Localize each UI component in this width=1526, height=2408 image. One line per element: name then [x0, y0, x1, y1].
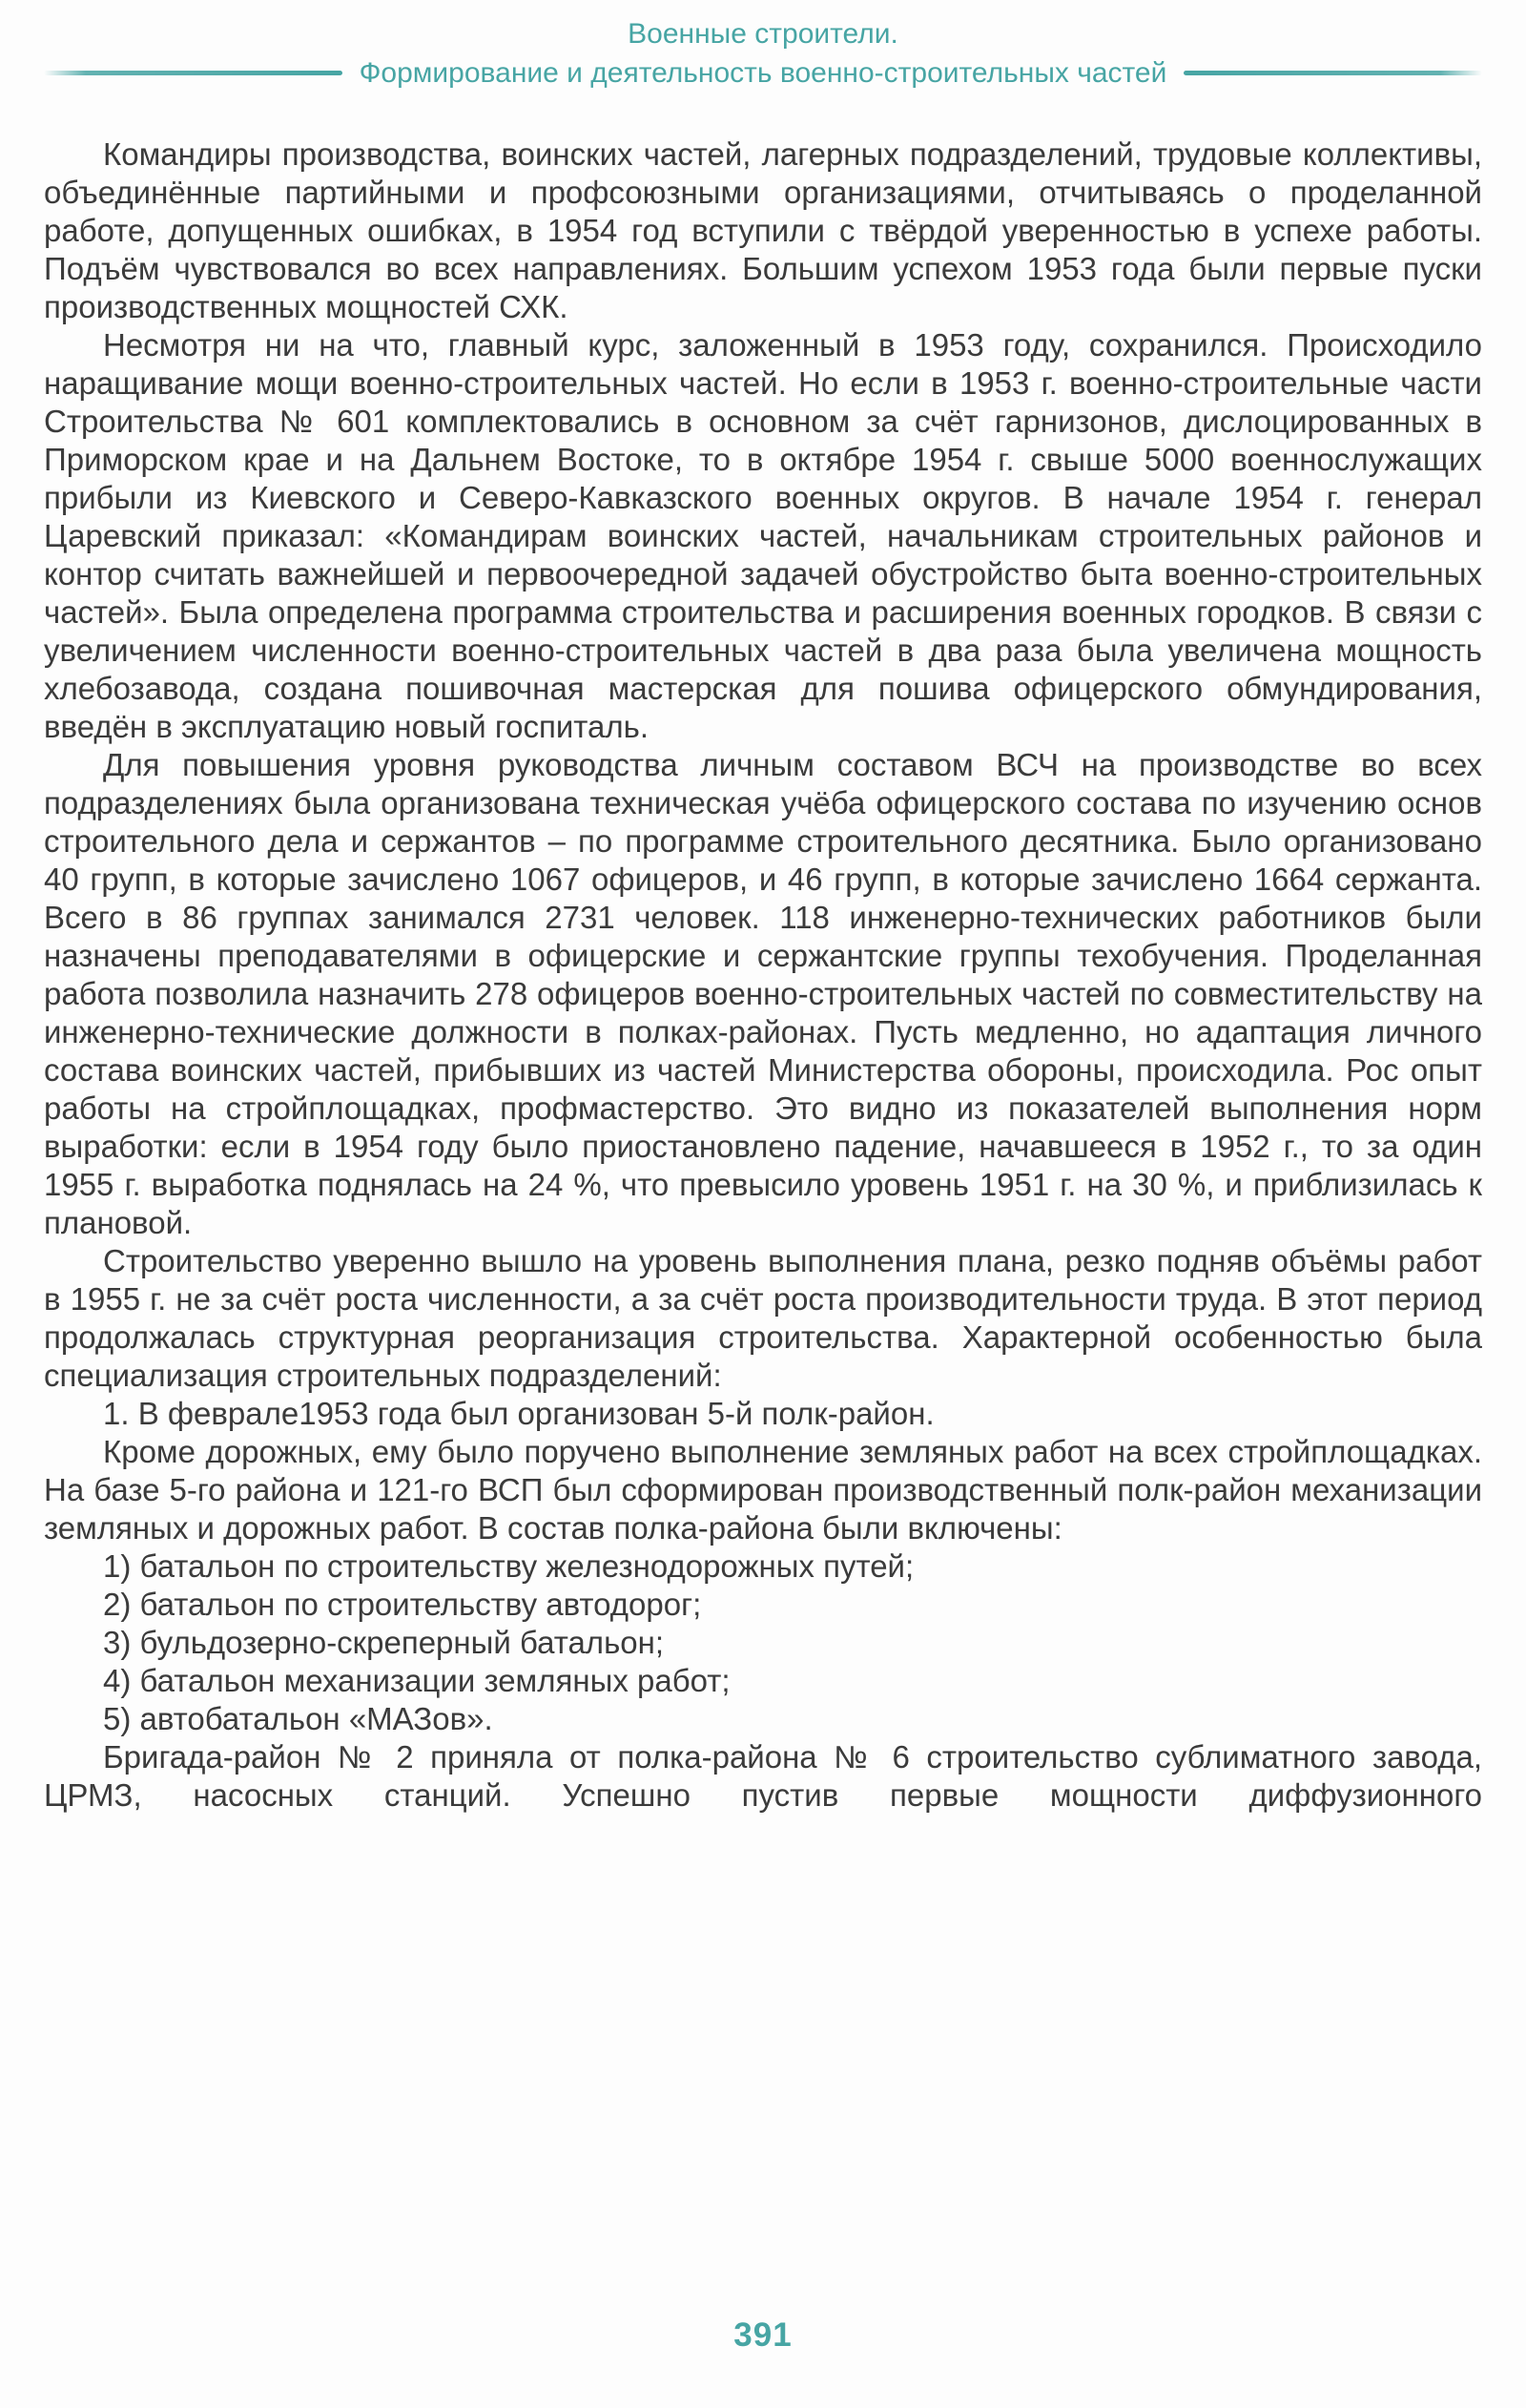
paragraph: Кроме дорожных, ему было поручено выполнение земляных работ на всех стройплощадках. На базе 5-го района и 121-го ВСП был сформирован производственный полк-район механизации земляных и дорожных работ. В состав полка-района были включены:: [44, 1434, 1482, 1546]
header-rule-left: [44, 71, 342, 75]
list-item: 3) бульдозерно-скреперный батальон;: [103, 1625, 665, 1660]
list-item: 2) батальон по строительству автодорог;: [103, 1587, 702, 1622]
paragraph: Бригада-район № 2 приняла от полка-района № 6 строительство сублиматного завода, ЦРМЗ, насосных станций. Успешно пустив первые мощности диффузионного: [44, 1739, 1482, 1813]
numbered-item: 1. В феврале1953 года был организован 5-й полк-район.: [103, 1396, 935, 1431]
page-footer: [44, 2316, 1482, 2408]
header-rule-right: [1184, 71, 1482, 75]
paragraph: Для повышения уровня руководства личным составом ВСЧ на производстве во всех подразделениях была организована техническая учёба офицерского состава по изучению основ строительного дела и сержантов – по программе строительного десятника. Было организовано 40 групп, в которые зачислено 1067 офицеров, и 46 групп, в которые зачислено 1664 сержанта. Всего в 86 группах занимался 2731 человек. 118 инженерно-технических работников были назначены преподавателями в офицерские и сержантские группы техобучения. Проделанная работа позволила назначить 278 офицеров военно-строительных частей по совместительству на инженерно-технические должности в полках-районах. Пусть медленно, но адаптация личного состава воинских частей, прибывших из частей Министерства обороны, происходила. Рос опыт работы на стройплощадках, профмастерство. Это видно из показателей выполнения норм выработки: если в 1954 году было приостановлено падение, начавшееся в 1952 г., то за один 1955 г. выработка поднялась на 24 %, что превысило уровень 1951 г. на 30 %, и приблизилась к плановой.: [44, 747, 1482, 1240]
list-item: 4) батальон механизации земляных работ;: [103, 1663, 731, 1698]
page-number: 391: [733, 2316, 793, 2354]
paragraph: Строительство уверенно вышло на уровень выполнения плана, резко подняв объёмы работ в 1955 г. не за счёт роста численности, а за счёт роста производительности труда. В этот период продолжалась структурная реорганизация строительства. Характерной особенностью была специализация строительных подразделений:: [44, 1243, 1482, 1393]
list-item: 5) автобатальон «МАЗов».: [103, 1701, 493, 1736]
book-title: Военные строители.: [628, 18, 898, 50]
paragraph: Командиры производства, воинских частей, лагерных подразделений, трудовые коллективы, объединённые партийными и профсоюзными организациями, отчитываясь о проделанной работе, допущенных ошибках, в 1954 год вступили с твёрдой уверенностью в успехе работы. Подъём чувствовался во всех направлениях. Большим успехом 1953 года были первые пуски производственных мощностей СХК.: [44, 136, 1482, 324]
chapter-title-row: [44, 54, 1482, 92]
paragraph: Несмотря ни на что, главный курс, заложенный в 1953 году, сохранился. Происходило наращивание мощи военно-строительных частей. Но если в 1953 г. военно-строительные части Строительства № 601 комплектовались в основном за счёт гарнизонов, дислоцированных в Приморском крае и на Дальнем Востоке, то в октябре 1954 г. свыше 5000 военнослужащих прибыли из Киевского и Северо-Кавказского военных округов. В начале 1954 г. генерал Царевский приказал: «Командирам воинских частей, начальникам строительных районов и контор считать важнейшей и первоочередной задачей обустройство быта военно-строительных частей». Была определена программа строительства и расширения военных городков. В связи с увеличением численности военно-строительных частей в два раза была увеличена мощность хлебозавода, создана пошивочная мастерская для пошива офицерского обмундирования, введён в эксплуатацию новый госпиталь.: [44, 327, 1482, 744]
list-item: 1) батальон по строительству железнодорожных путей;: [103, 1548, 915, 1584]
chapter-title: Формирование и деятельность военно-строительных частей: [359, 57, 1167, 89]
page-body: [44, 135, 1482, 1815]
page-header: [44, 15, 1482, 92]
